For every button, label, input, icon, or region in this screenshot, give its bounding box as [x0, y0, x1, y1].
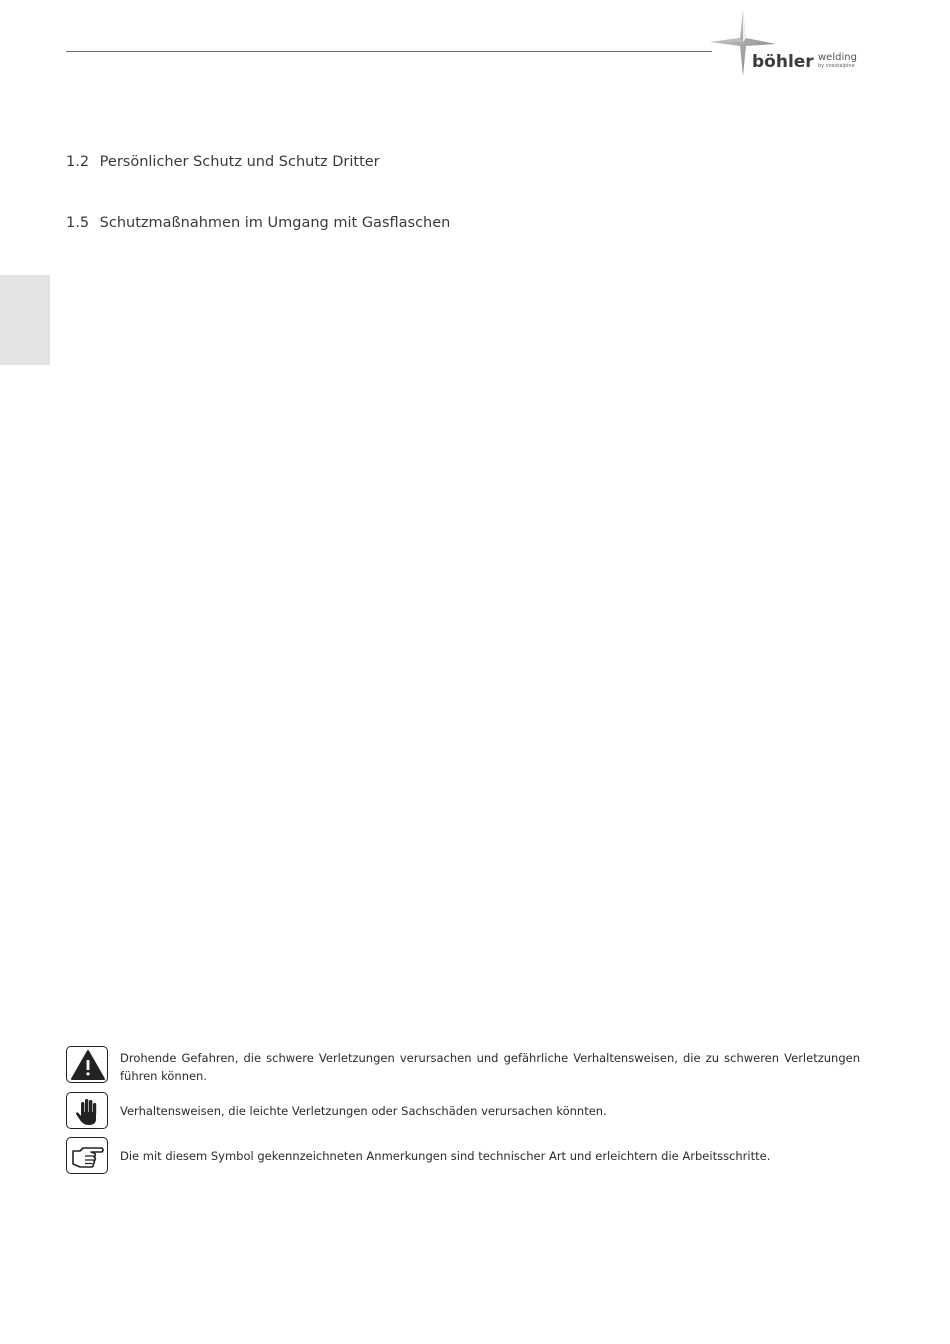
section-number: 1.5 [66, 215, 90, 231]
section-title: Persönlicher Schutz und Schutz Dritter [99, 154, 380, 170]
chapter-side-tab [0, 275, 50, 365]
logo-byline: by voestalpine [818, 63, 855, 69]
legend-text: Die mit diesem Symbol gekennzeichneten Anmerkungen sind technischer Art und erleichtern die Arbeitsschritte. [120, 1149, 771, 1163]
legend-text: Drohende Gefahren, die schwere Verletzungen verursachen und gefährliche Verhaltensweisen, die zu schweren Verletzungen führen können. [120, 1051, 860, 1083]
section-heading-1-5 [66, 215, 450, 231]
warning-triangle-icon [66, 1046, 108, 1083]
brand-logo [706, 8, 866, 78]
section-number: 1.2 [66, 154, 90, 170]
section-heading-1-2 [66, 154, 380, 170]
stop-hand-icon [66, 1092, 108, 1129]
section-title: Schutzmaßnahmen im Umgang mit Gasflaschen [99, 215, 451, 231]
header-rule [66, 51, 712, 52]
pointing-hand-icon [66, 1137, 108, 1174]
logo-product: welding [818, 52, 857, 63]
legend-text: Verhaltensweisen, die leichte Verletzungen oder Sachschäden verursachen könnten. [120, 1104, 607, 1118]
logo-brand: böhler [752, 52, 814, 72]
